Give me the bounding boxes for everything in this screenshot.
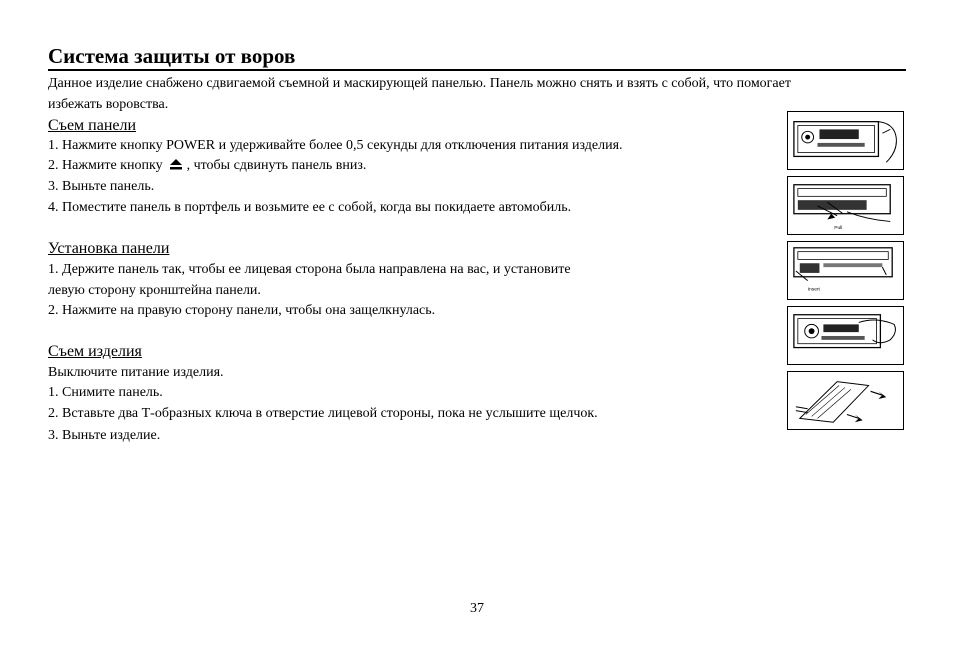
page-title: Система защиты от воров [48,44,296,68]
unit-removal-step-1: 1. Снимите панель. [48,385,163,400]
section-heading-panel-removal: Съем панели [48,117,137,134]
figure-label-insert: Insert [807,287,820,293]
install-step-1-cont: левую сторону кронштейна панели. [48,283,261,298]
removal-step-2 [48,156,366,176]
illustration-press-right [787,306,904,365]
section-heading-panel-install: Установка панели [48,240,170,257]
install-step-2: 2. Нажмите на правую сторону панели, чтобы она защелкнулась. [48,303,436,318]
figure-label-pull: Pull [834,226,843,232]
section-heading-unit-removal: Съем изделия [48,343,142,360]
intro-line: избежать воровства. [48,97,169,112]
illustration-press-power [787,111,904,170]
illustration-pull-panel [787,176,904,235]
intro-paragraph [48,73,908,115]
unit-removal-note: Выключите питание изделия. [48,365,224,380]
illustration-t-key-removal [787,371,904,430]
install-step-1: 1. Держите панель так, чтобы ее лицевая сторона была направлена на вас, и установите [48,262,571,277]
page-number: 37 [470,601,484,616]
unit-removal-step-2: 2. Вставьте два Т-образных ключа в отверстие лицевой стороны, пока не услышите щелчок. [48,406,598,421]
illustration-insert-panel [787,241,904,300]
removal-step-4: 4. Поместите панель в портфель и возьмите ее с собой, когда вы покидаете автомобиль. [48,200,572,215]
eject-icon [169,157,183,169]
intro-line: Данное изделие снабжено сдвигаемой съемной и маскирующей панелью. Панель можно снять и взять с собой, что помогает [48,76,791,91]
removal-step-2-prefix: 2. Нажмите кнопку [48,158,163,173]
removal-step-3: 3. Выньте панель. [48,179,155,194]
removal-step-1: 1. Нажмите кнопку POWER и удерживайте более 0,5 секунды для отключения питания изделия. [48,138,623,153]
removal-step-2-suffix: , чтобы сдвинуть панель вниз. [186,158,367,173]
unit-removal-step-3: 3. Выньте изделие. [48,428,161,443]
title-rule [48,69,906,71]
